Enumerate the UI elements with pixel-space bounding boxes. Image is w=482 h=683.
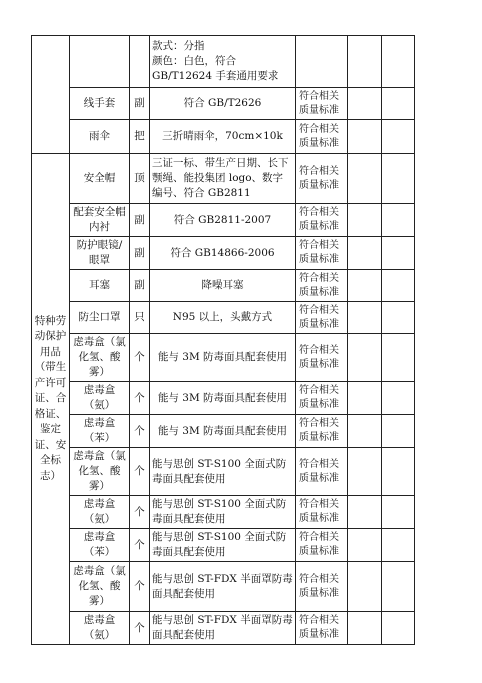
blank-cell bbox=[382, 382, 415, 415]
item-name: 安全帽 bbox=[70, 154, 130, 204]
item-unit: 只 bbox=[130, 302, 150, 334]
item-spec: 能与 3M 防毒面具配套使用 bbox=[150, 415, 296, 448]
table-row bbox=[32, 88, 415, 120]
blank-cell bbox=[348, 382, 382, 415]
blank-cell bbox=[348, 120, 382, 154]
item-name: 防尘口罩 bbox=[70, 302, 130, 334]
item-spec: 能与思创 ST-S100 全面式防毒面具配套使用 bbox=[150, 529, 296, 562]
item-standard: 符合相关质量标准 bbox=[296, 204, 348, 237]
table-row bbox=[32, 334, 415, 382]
item-name: 虑毒盒（氯化氢、酸雾） bbox=[70, 562, 130, 612]
item-spec: 符合 GB14866-2006 bbox=[150, 237, 296, 270]
item-name: 虑毒盒（苯） bbox=[70, 529, 130, 562]
table-row bbox=[32, 204, 415, 237]
item-unit: 个 bbox=[130, 415, 150, 448]
item-standard: 符合相关质量标准 bbox=[296, 415, 348, 448]
item-spec: 三证一标、带生产日期、长下颚绳、能投集团 logo、数字编号、符合 GB2811 bbox=[150, 154, 296, 204]
item-spec: 符合 GB2811-2007 bbox=[150, 204, 296, 237]
item-name: 虑毒盒（氨） bbox=[70, 612, 130, 645]
blank-cell bbox=[382, 88, 415, 120]
item-standard: 符合相关质量标准 bbox=[296, 120, 348, 154]
procurement-table bbox=[31, 35, 415, 645]
item-spec: 能与 3M 防毒面具配套使用 bbox=[150, 334, 296, 382]
item-standard: 符合相关质量标准 bbox=[296, 88, 348, 120]
item-spec: 三折晴雨伞，70cm×10k bbox=[150, 120, 296, 154]
item-unit: 个 bbox=[130, 382, 150, 415]
item-unit: 个 bbox=[130, 496, 150, 529]
blank-cell bbox=[382, 120, 415, 154]
blank-cell bbox=[382, 562, 415, 612]
blank-cell bbox=[382, 237, 415, 270]
table-row bbox=[32, 415, 415, 448]
category-cell-prev bbox=[32, 36, 70, 154]
table-row bbox=[32, 154, 415, 204]
blank-cell bbox=[348, 270, 382, 302]
blank-cell bbox=[382, 270, 415, 302]
item-standard bbox=[296, 36, 348, 88]
blank-cell bbox=[382, 302, 415, 334]
table-row bbox=[32, 120, 415, 154]
blank-cell bbox=[348, 204, 382, 237]
item-spec: 符合 GB/T2626 bbox=[150, 88, 296, 120]
table-row bbox=[32, 562, 415, 612]
item-unit: 副 bbox=[130, 237, 150, 270]
item-name: 虑毒盒（苯） bbox=[70, 415, 130, 448]
item-unit: 副 bbox=[130, 270, 150, 302]
item-name: 雨伞 bbox=[70, 120, 130, 154]
item-unit bbox=[130, 36, 150, 88]
item-standard: 符合相关质量标准 bbox=[296, 334, 348, 382]
category-cell: 特种劳动保护用品（带生产许可证、合格证、鉴定证、安全标志） bbox=[32, 154, 70, 645]
item-name bbox=[70, 36, 130, 88]
item-spec: 能与思创 ST-S100 全面式防毒面具配套使用 bbox=[150, 496, 296, 529]
item-unit: 个 bbox=[130, 562, 150, 612]
blank-cell bbox=[348, 237, 382, 270]
item-name: 耳塞 bbox=[70, 270, 130, 302]
item-standard: 符合相关质量标准 bbox=[296, 612, 348, 645]
item-spec: N95 以上，头戴方式 bbox=[150, 302, 296, 334]
table-row bbox=[32, 382, 415, 415]
blank-cell bbox=[382, 415, 415, 448]
item-name: 虑毒盒（氯化氢、酸雾） bbox=[70, 448, 130, 496]
item-standard: 符合相关质量标准 bbox=[296, 496, 348, 529]
blank-cell bbox=[348, 154, 382, 204]
item-spec: 款式：分指 颜色：白色，符合 GB/T12624 手套通用要求 bbox=[150, 36, 296, 88]
item-unit: 个 bbox=[130, 334, 150, 382]
table-row bbox=[32, 237, 415, 270]
blank-cell bbox=[348, 612, 382, 645]
blank-cell bbox=[382, 612, 415, 645]
blank-cell bbox=[348, 334, 382, 382]
item-unit: 把 bbox=[130, 120, 150, 154]
table-row bbox=[32, 496, 415, 529]
item-spec: 能与思创 ST-S100 全面式防毒面具配套使用 bbox=[150, 448, 296, 496]
table-row bbox=[32, 448, 415, 496]
item-unit: 副 bbox=[130, 204, 150, 237]
table-row bbox=[32, 36, 415, 88]
item-standard: 符合相关质量标准 bbox=[296, 382, 348, 415]
item-unit: 个 bbox=[130, 529, 150, 562]
table-row bbox=[32, 612, 415, 645]
blank-cell bbox=[382, 36, 415, 88]
table-row bbox=[32, 302, 415, 334]
item-name: 虑毒盒（氨） bbox=[70, 382, 130, 415]
item-name: 防护眼镜/眼罩 bbox=[70, 237, 130, 270]
item-unit: 个 bbox=[130, 612, 150, 645]
blank-cell bbox=[382, 496, 415, 529]
item-standard: 符合相关质量标准 bbox=[296, 562, 348, 612]
item-standard: 符合相关质量标准 bbox=[296, 302, 348, 334]
blank-cell bbox=[348, 496, 382, 529]
blank-cell bbox=[382, 448, 415, 496]
item-spec: 能与 3M 防毒面具配套使用 bbox=[150, 382, 296, 415]
blank-cell bbox=[348, 36, 382, 88]
item-standard: 符合相关质量标准 bbox=[296, 529, 348, 562]
item-unit: 顶 bbox=[130, 154, 150, 204]
item-standard: 符合相关质量标准 bbox=[296, 448, 348, 496]
blank-cell bbox=[382, 334, 415, 382]
item-standard: 符合相关质量标准 bbox=[296, 237, 348, 270]
item-name: 虑毒盒（氨） bbox=[70, 496, 130, 529]
item-unit: 副 bbox=[130, 88, 150, 120]
blank-cell bbox=[348, 302, 382, 334]
item-unit: 个 bbox=[130, 448, 150, 496]
blank-cell bbox=[348, 88, 382, 120]
item-standard: 符合相关质量标准 bbox=[296, 270, 348, 302]
blank-cell bbox=[382, 204, 415, 237]
item-spec: 能与思创 ST-FDX 半面罩防毒面具配套使用 bbox=[150, 562, 296, 612]
item-name: 虑毒盒（氯化氢、酸雾） bbox=[70, 334, 130, 382]
item-standard: 符合相关质量标准 bbox=[296, 154, 348, 204]
table-row bbox=[32, 529, 415, 562]
item-name: 配套安全帽内衬 bbox=[70, 204, 130, 237]
table-row bbox=[32, 270, 415, 302]
blank-cell bbox=[348, 448, 382, 496]
blank-cell bbox=[348, 529, 382, 562]
blank-cell bbox=[348, 415, 382, 448]
item-name: 线手套 bbox=[70, 88, 130, 120]
blank-cell bbox=[382, 529, 415, 562]
blank-cell bbox=[382, 154, 415, 204]
blank-cell bbox=[348, 562, 382, 612]
item-spec: 能与思创 ST-FDX 半面罩防毒面具配套使用 bbox=[150, 612, 296, 645]
item-spec: 降噪耳塞 bbox=[150, 270, 296, 302]
